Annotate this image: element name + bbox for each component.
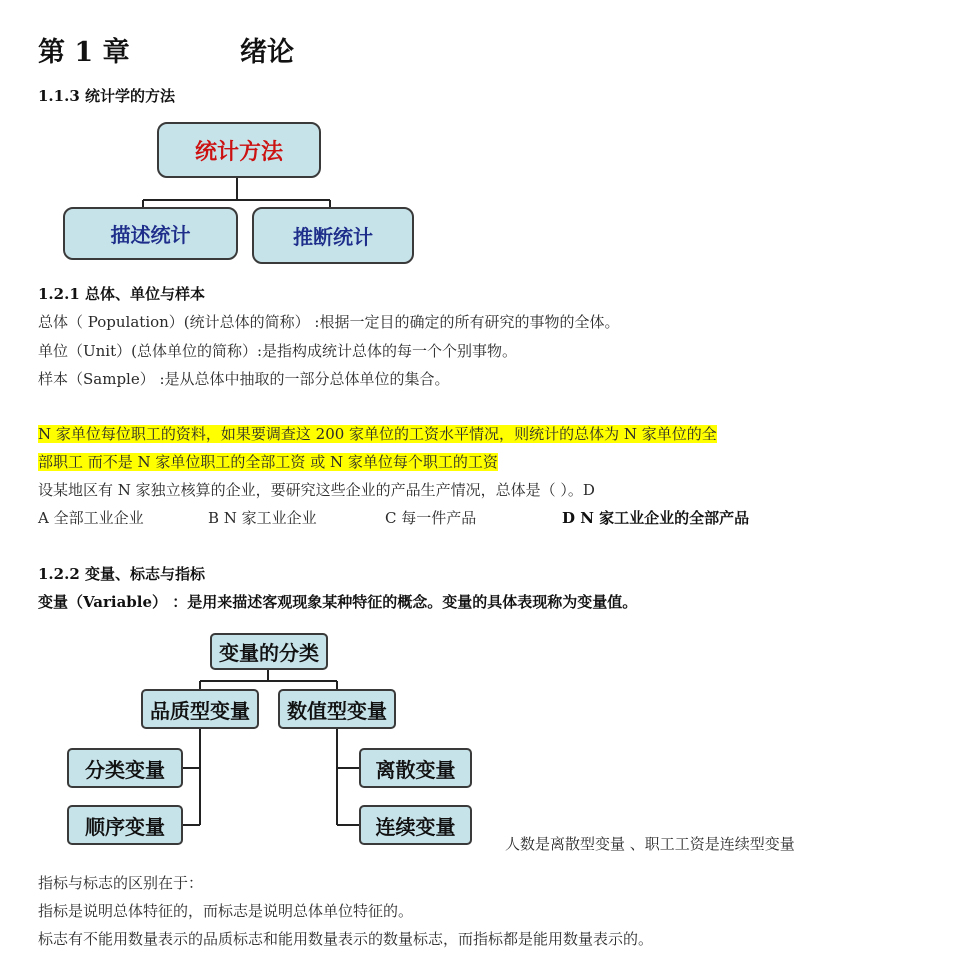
option-c: C 每一件产品: [385, 509, 477, 527]
indicator-vs-mark-intro: 指标与标志的区别在于：: [38, 874, 204, 892]
indicator-vs-mark-line-2: 标志有不能用数量表示的品质标志和能用数量表示的数量标志，而指标都是能用数量表示的。: [38, 930, 654, 948]
section-heading-122: 1.2.2 变量、标志与指标: [38, 565, 205, 583]
option-b: B N 家工业企业: [208, 509, 317, 527]
qualitative-variable-box: 品质型变量: [141, 689, 259, 729]
inferential-stats-box: 推断统计: [252, 207, 414, 264]
discrete-variable-box: 离散变量: [359, 748, 472, 788]
variable-class-root-box: 变量的分类: [210, 633, 328, 670]
variable-definition: 变量（Variable） ：是用来描述客观现象某种特征的概念。变量的具体表现称为变量值。: [38, 593, 638, 611]
unit-definition: 单位（Unit）(总体单位的简称）:是指构成统计总体的每一个个别事物。: [38, 342, 518, 360]
option-d-answer: D N 家工业企业的全部产品: [562, 509, 750, 527]
descriptive-stats-box: 描述统计: [63, 207, 238, 260]
indicator-vs-mark-line-1: 指标是说明总体特征的，而标志是说明总体单位特征的。: [38, 902, 414, 920]
question-text: 设某地区有 N 家独立核算的企业，要研究这些企业的产品生产情况，总体是（ ）。D: [38, 481, 595, 499]
continuous-variable-box: 连续变量: [359, 805, 472, 845]
method-root-box: 统计方法: [157, 122, 321, 178]
section-heading-113: 1.1.3 统计学的方法: [38, 87, 175, 105]
ordinal-variable-box: 顺序变量: [67, 805, 183, 845]
categorical-variable-box: 分类变量: [67, 748, 183, 788]
population-definition: 总体（ Population）(统计总体的简称） :根据一定目的确定的所有研究的事物的全体。: [38, 313, 620, 331]
highlight-text: N 家单位每位职工的资料，如果要调查这 200 家单位的工资水平情况，则统计的总体为 N 家单位的全: [38, 425, 717, 443]
chapter-number: 第 1 章: [38, 37, 130, 68]
variable-example-note: 人数是离散型变量 、职工工资是连续型变量: [505, 835, 795, 853]
highlight-text: 部职工 而不是 N 家单位职工的全部工资 或 N 家单位每个职工的工资: [38, 453, 498, 471]
sample-definition: 样本（Sample） :是从总体中抽取的一部分总体单位的集合。: [38, 370, 450, 388]
chapter-title: 绪论: [240, 37, 294, 68]
section-heading-121: 1.2.1 总体、单位与样本: [38, 285, 205, 303]
quantitative-variable-box: 数值型变量: [278, 689, 396, 729]
option-a: A 全部工业企业: [38, 509, 144, 527]
